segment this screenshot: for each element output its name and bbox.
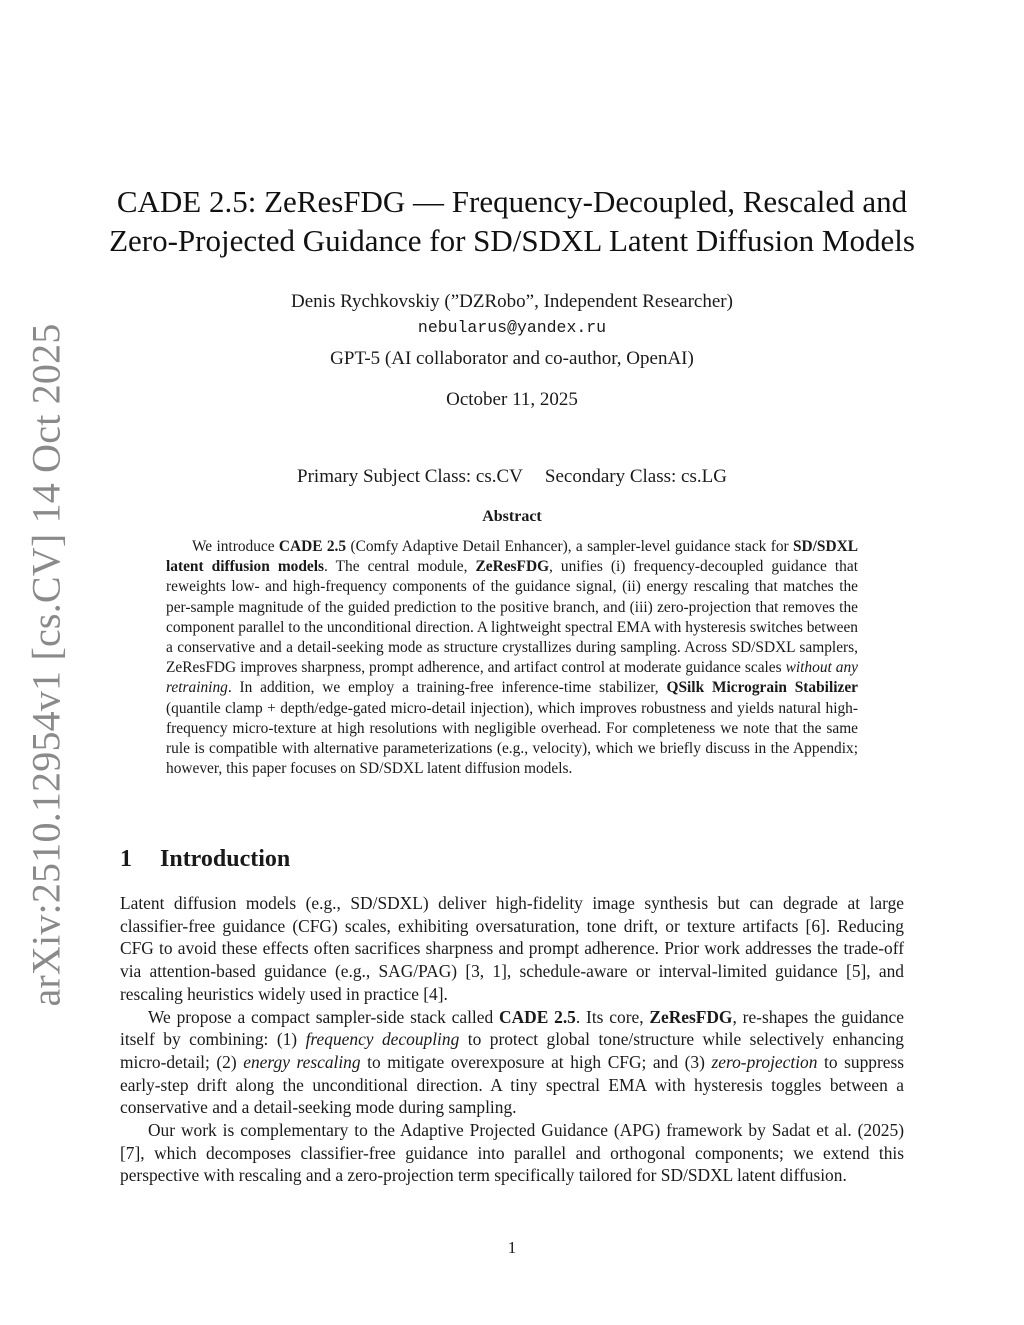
bold-term: CADE 2.5 [278,538,347,555]
abstract-body [166,537,858,779]
introduction-body [120,892,904,1187]
secondary-subject-class: Secondary Class: cs.LG [544,466,727,487]
text-run: . Its core, [575,1006,650,1027]
bold-term: QSilk Micrograin Stabilizer [666,679,859,697]
paragraph-1 [120,892,904,1006]
text-run: We introduce [192,538,279,555]
author-2: GPT-5 (AI collaborator and co-author, OpenAI) [330,348,694,369]
text-run: to protect global tone/structure while selectively enhancing micro-detail; (2) [120,1029,904,1072]
paper-title [0,182,1024,260]
title-line-1: CADE 2.5: ZeResFDG — Frequency-Decoupled, Rescaled and [116,184,908,219]
text-run: Latent diffusion models (e.g., SD/SDXL) deliver high-fidelity image synthesis but can degrade at large classifier-free guidance (CFG) scales, exhibiting oversaturation, tone drift, or texture artifacts [6]. Reducing CFG to avoid these effects often sacrifices sharpness and prompt adherence. Prior work addresses the trade-off via attention-based guidance (e.g., SAG/PAG) [3, 1], schedule-aware or interval-limited guidance [5], and rescaling heuristics widely used in practice [4]. [120,893,904,1004]
paragraph-3 [120,1119,904,1187]
bold-term: ZeResFDG [649,1006,733,1027]
text-run: (quantile clamp + depth/edge-gated micro-detail injection), which improves robustness and yields natural high-frequency micro-texture at high resolutions with negligible overhead. For completeness we note that the same rule is compatible with alternative parameterizations (e.g., velocity), which we briefly discuss in the Appendix; however, this paper focuses on SD/SDXL latent diffusion models. [166,699,858,778]
italic-term: energy rescaling [243,1051,361,1072]
bold-term: CADE 2.5 [499,1006,576,1027]
text-run: We propose a compact sampler-side stack called [148,1006,500,1027]
abstract-heading: Abstract [482,508,542,525]
italic-term: without any retraining [166,659,858,697]
primary-subject-class: Primary Subject Class: cs.CV [297,466,523,487]
arxiv-identifier-stamp: arXiv:2510.12954v1 [cs.CV] 14 Oct 2025 [23,323,69,1007]
text-run: to mitigate overexposure at high CFG; and (3) [360,1051,712,1072]
text-run: , unifies (i) frequency-decoupled guidance that reweights low- and high-frequency components of the guidance signal, (ii) energy rescaling that matches the per-sample magnitude of the guided prediction to the positive branch, and (iii) zero-projection that removes the component parallel to the unconditional direction. A lightweight spectral EMA with hysteresis switches between a conservative and a detail-seeking mode as structure crystallizes during sampling. Across SD/SDXL samplers, ZeResFDG improves sharpness, prompt adherence, and artifact control at moderate guidance scales [166,558,858,677]
italic-term: frequency decoupling [305,1029,460,1050]
text-run: , re-shapes the guidance itself by combining: (1) [120,1006,904,1050]
text-run: to suppress early-step drift along the unconditional direction. A tiny spectral EMA with hysteresis toggles between a conservative and a detail-seeking mode during sampling. [120,1051,905,1118]
text-run: Our work is complementary to the Adaptive Projected Guidance (APG) framework by Sadat et al. (2025) [7], which decomposes classifier-free guidance into parallel and orthogonal components; we extend this perspective with rescaling and a zero-projection term specifically tailored for SD/SDXL latent diffusion. [120,1120,904,1186]
section-title: Introduction [160,846,291,872]
section-heading [120,846,290,873]
subject-classes [0,466,1024,488]
text-run: . The central module, [324,558,476,576]
paragraph-2 [120,1006,904,1120]
title-line-2: Zero-Projected Guidance for SD/SDXL Latent Diffusion Models [109,223,915,258]
paper-date: October 11, 2025 [446,389,578,410]
bold-term: SD/SDXL latent diffusion models [166,538,858,576]
italic-term: zero-projection [711,1051,818,1072]
text-run: . In addition, we employ a training-free inference-time stabilizer, [227,679,667,697]
author-email: nebularus@yandex.ru [417,318,607,337]
text-run: (Comfy Adaptive Detail Enhancer), a sampler-level guidance stack for [346,538,793,555]
author-1: Denis Rychkovskiy (”DZRobo”, Independent Researcher) [291,291,733,312]
bold-term: ZeResFDG [475,558,550,576]
page-number: 1 [507,1238,517,1257]
section-number: 1 [120,846,132,872]
